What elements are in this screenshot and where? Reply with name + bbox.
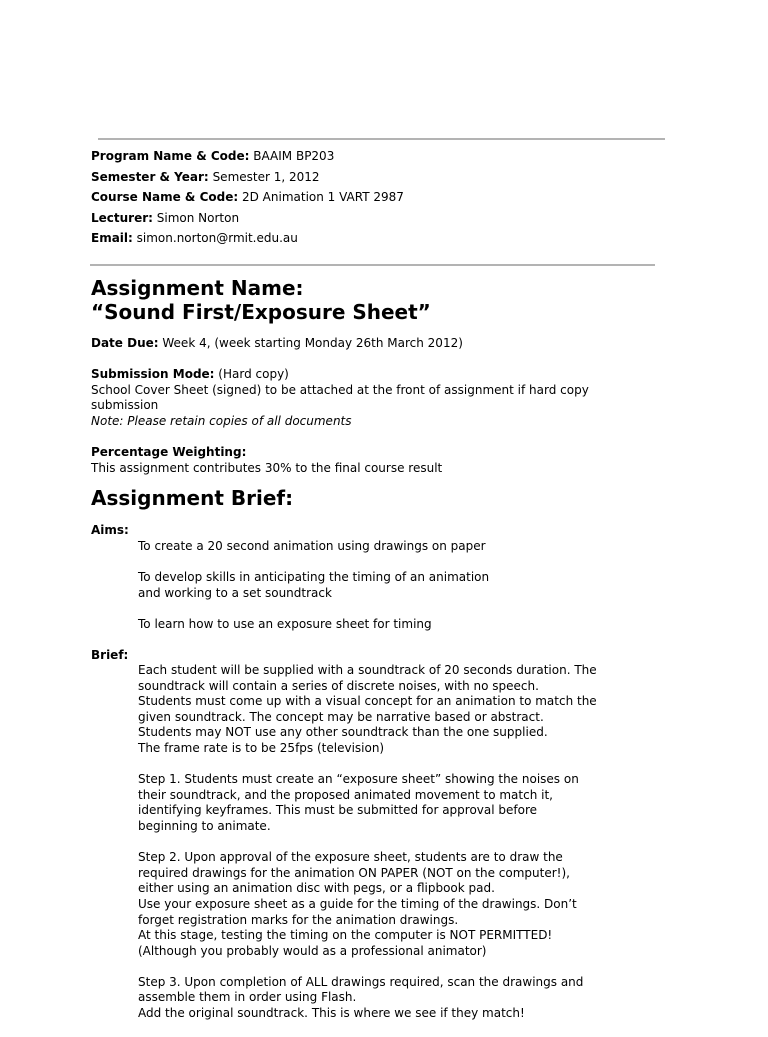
percentage-weighting — [91, 445, 651, 476]
aims-label: Aims: — [91, 523, 129, 537]
submission-value: (Hard copy) — [218, 367, 289, 381]
assignment-name-title: “Sound First/Exposure Sheet” — [91, 300, 431, 324]
semester-label: Semester & Year: — [91, 169, 209, 184]
submission-label: Submission Mode: — [91, 367, 215, 381]
brief-step-1: Step 1. Students must create an “exposure sheet” showing the noises on their soundtrack, and the proposed animated movement to match it, identifying keyframes. This must be submitted for approval before beginning to animate. — [138, 772, 579, 833]
aims-list — [138, 539, 508, 648]
lecturer-label: Lecturer: — [91, 210, 153, 225]
submission-mode — [91, 367, 611, 429]
course-label: Course Name & Code: — [91, 190, 239, 204]
semester-value: Semester 1, 2012 — [212, 169, 320, 184]
email-label: Email: — [91, 231, 133, 245]
brief-label: Brief: — [91, 648, 129, 662]
aim-item: To learn how to use an exposure sheet for timing — [138, 616, 432, 631]
assignment-brief-heading: Assignment Brief: — [91, 486, 294, 510]
date-due-value: Week 4, (week starting Monday 26th March 2012) — [162, 336, 463, 350]
brief-step-2: Step 2. Upon approval of the exposure sheet, students are to draw the required drawings for the animation ON PAPER (NOT on the computer!), either using an animation disc with pegs, or a flipbook pad. Use your exposure sheet as a guide for the timing of the drawings. Don’t forget registration marks for the animation drawings. At this stage, testing the timing on the computer is NOT PERMITTED! (Although you probably would as a professional animator) — [138, 850, 577, 958]
semester-row — [91, 167, 404, 188]
submission-text: School Cover Sheet (signed) to be attached at the front of assignment if hard copy submission — [91, 382, 589, 413]
course-value: 2D Animation 1 VART 2987 — [241, 190, 404, 204]
weighting-label: Percentage Weighting: — [91, 445, 247, 459]
lecturer-value: Simon Norton — [156, 210, 240, 225]
program-value: BAAIM BP203 — [253, 149, 335, 163]
date-due-label: Date Due: — [91, 336, 159, 350]
email-value: simon.norton@rmit.edu.au — [136, 231, 298, 245]
middle-divider — [90, 264, 655, 266]
brief-paragraph: Each student will be supplied with a soundtrack of 20 seconds duration. The soundtrack will contain a series of discrete noises, with no speech. Students must come up with a visual concept for an animation to match the given soundtrack. The concept may be narrative based or abstract. Students may NOT use any other soundtrack than the one supplied. The frame rate is to be 25fps (television) — [138, 663, 597, 755]
email-row — [91, 228, 404, 249]
date-due — [91, 336, 651, 352]
aim-item: To create a 20 second animation using drawings on paper — [138, 539, 486, 553]
top-divider — [98, 138, 665, 140]
course-meta — [91, 146, 404, 249]
weighting-text: This assignment contributes 30% to the final course result — [91, 460, 443, 475]
course-row — [91, 187, 404, 208]
assignment-name-heading: Assignment Name: — [91, 276, 304, 300]
lecturer-row — [91, 208, 404, 229]
program-label: Program Name & Code: — [91, 149, 250, 163]
brief-step-3: Step 3. Upon completion of ALL drawings required, scan the drawings and assemble them in order using Flash. Add the original soundtrack. This is where we see if they match! — [138, 974, 584, 1021]
program-row — [91, 146, 404, 167]
aim-item: To develop skills in anticipating the timing of an animation and working to a set soundtrack — [138, 570, 490, 600]
brief-text — [138, 663, 598, 1037]
submission-note: Note: Please retain copies of all documents — [91, 413, 352, 428]
